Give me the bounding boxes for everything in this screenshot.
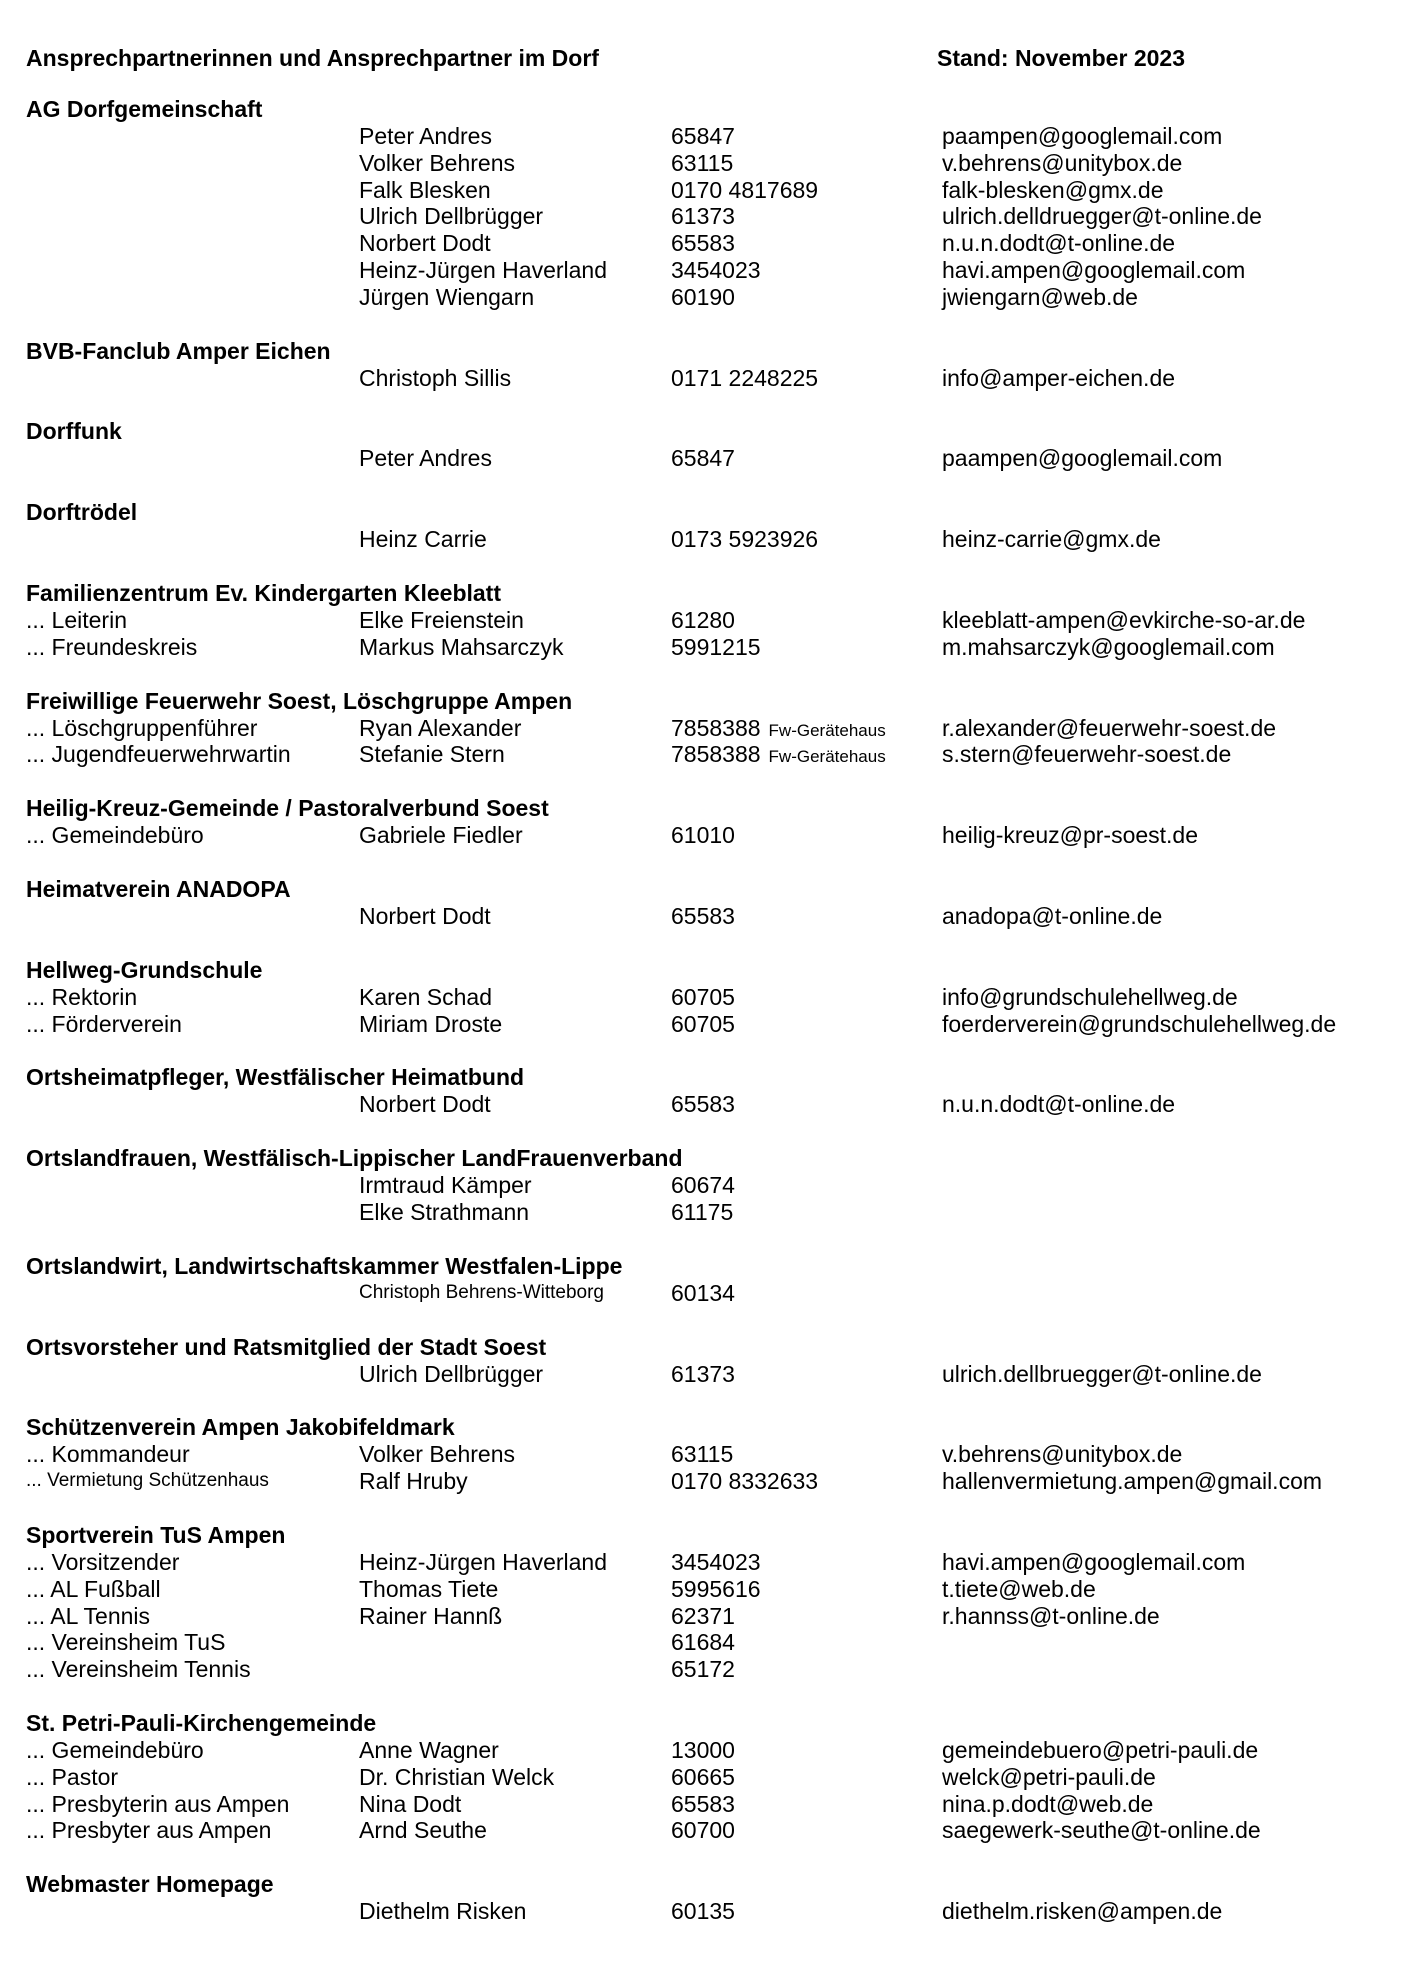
contact-row <box>26 1791 1396 1818</box>
contact-phone <box>671 1280 735 1307</box>
contact-name: Stefanie Stern <box>359 741 505 768</box>
contact-row <box>26 203 1396 230</box>
phone-number: 65847 <box>671 123 735 149</box>
contact-name: Karen Schad <box>359 983 492 1010</box>
contact-email[interactable]: info@amper-eichen.de <box>942 364 1176 391</box>
phone-number: 61684 <box>671 1629 735 1656</box>
phone-number: 65583 <box>671 1091 735 1118</box>
contact-row <box>26 1441 1396 1468</box>
contact-email[interactable]: jwiengarn@web.de <box>942 283 1138 310</box>
date-stamp: Stand: November 2023 <box>937 45 1185 71</box>
contact-email[interactable]: kleeblatt-ampen@evkirche-so-ar.de <box>942 606 1306 633</box>
contact-phone <box>671 634 761 661</box>
contact-role: ... Vereinsheim TuS <box>26 1629 226 1656</box>
phone-number: 60700 <box>671 1817 735 1844</box>
contact-section <box>26 1145 1396 1226</box>
contact-email[interactable]: heinz-carrie@gmx.de <box>942 526 1161 553</box>
contact-email[interactable]: n.u.n.dodt@t-online.de <box>942 230 1176 257</box>
contact-phone <box>671 257 761 284</box>
contact-section <box>26 1710 1396 1844</box>
contact-row <box>26 1011 1396 1038</box>
contact-email[interactable]: havi.ampen@googlemail.com <box>942 256 1246 283</box>
contact-row <box>26 1549 1396 1576</box>
contact-email[interactable]: r.hannss@t-online.de <box>942 1602 1160 1629</box>
contact-role: ... Jugendfeuerwehrwartin <box>26 741 291 768</box>
contact-role: ... Vermietung Schützenhaus <box>26 1470 269 1492</box>
contact-row <box>26 607 1396 634</box>
phone-number: 0171 2248225 <box>671 364 819 391</box>
section-title: Webmaster Homepage <box>26 1871 274 1898</box>
contact-name: Volker Behrens <box>359 149 515 176</box>
contact-row <box>26 1091 1396 1118</box>
contact-phone <box>671 822 735 849</box>
contact-role: ... Förderverein <box>26 1010 182 1037</box>
contact-name: Ralf Hruby <box>359 1468 468 1495</box>
section-title: BVB-Fanclub Amper Eichen <box>26 337 331 364</box>
contact-name: Norbert Dodt <box>359 230 491 257</box>
contact-row <box>26 1576 1396 1603</box>
contact-section <box>26 338 1396 392</box>
contact-phone <box>671 445 735 472</box>
phone-number: 63115 <box>671 149 734 176</box>
phone-number: 65583 <box>671 230 735 257</box>
phone-number: 61373 <box>671 1360 735 1387</box>
contact-phone <box>671 1549 761 1576</box>
contact-role: ... Gemeindebüro <box>26 822 204 849</box>
contact-row <box>26 1629 1396 1656</box>
contact-phone <box>671 526 818 553</box>
contact-section <box>26 96 1396 311</box>
contact-section <box>26 418 1396 472</box>
contact-phone <box>671 1091 735 1118</box>
contact-email[interactable]: anadopa@t-online.de <box>942 902 1163 929</box>
phone-number: 65847 <box>671 445 735 472</box>
contact-section <box>26 795 1396 849</box>
contact-role: ... AL Tennis <box>26 1602 151 1629</box>
section-title: Hellweg-Grundschule <box>26 956 263 983</box>
contact-role: ... Freundeskreis <box>26 633 198 660</box>
contact-row <box>26 1656 1396 1683</box>
contact-row <box>26 634 1396 661</box>
section-title: Familienzentrum Ev. Kindergarten Kleeblatt <box>26 579 502 606</box>
section-title: AG Dorfgemeinschaft <box>26 96 263 122</box>
contact-phone <box>671 123 735 150</box>
contact-phone <box>671 203 735 230</box>
contact-role: ... Pastor <box>26 1763 119 1790</box>
contact-section <box>26 1334 1396 1388</box>
contact-phone <box>671 1629 735 1656</box>
contact-phone <box>671 1576 761 1603</box>
phone-number: 3454023 <box>671 1548 761 1575</box>
contact-phone <box>671 1737 735 1764</box>
contact-role: ... Löschgruppenführer <box>26 714 258 741</box>
contact-row <box>26 984 1396 1011</box>
contact-phone <box>671 607 735 634</box>
contact-phone <box>671 230 735 257</box>
contact-name: Christoph Behrens-Witteborg <box>359 1281 604 1303</box>
contact-section <box>26 876 1396 930</box>
contact-email[interactable]: r.alexander@feuerwehr-soest.de <box>942 714 1277 741</box>
contact-phone <box>671 984 735 1011</box>
contact-email[interactable]: gemeindebuero@petri-pauli.de <box>942 1736 1259 1763</box>
contact-row <box>26 1280 1396 1307</box>
contact-phone <box>671 1764 735 1791</box>
contact-section <box>26 688 1396 769</box>
contact-email[interactable]: ulrich.dellbruegger@t-online.de <box>942 1360 1262 1387</box>
contact-phone <box>671 1361 735 1388</box>
contact-email[interactable]: ulrich.delldruegger@t-online.de <box>942 203 1262 230</box>
contact-name: Miriam Droste <box>359 1010 503 1037</box>
contact-email[interactable]: nina.p.dodt@web.de <box>942 1790 1154 1817</box>
phone-number: 60190 <box>671 283 735 310</box>
contact-row <box>26 1468 1396 1495</box>
phone-number: 61280 <box>671 606 735 633</box>
contact-name: Norbert Dodt <box>359 902 491 929</box>
contact-email[interactable]: v.behrens@unitybox.de <box>942 1441 1183 1468</box>
contact-name: Peter Andres <box>359 123 492 149</box>
phone-number: 60705 <box>671 983 735 1010</box>
section-title: Heilig-Kreuz-Gemeinde / Pastoralverbund Soest <box>26 795 549 822</box>
contact-section <box>26 1414 1396 1495</box>
contact-name: Anne Wagner <box>359 1736 499 1763</box>
contact-row <box>26 526 1396 553</box>
section-title: Dorftrödel <box>26 499 138 526</box>
contact-email[interactable]: saegewerk-seuthe@t-online.de <box>942 1817 1261 1844</box>
contact-name: Ulrich Dellbrügger <box>359 203 544 230</box>
contact-email[interactable]: diethelm.risken@ampen.de <box>942 1898 1223 1925</box>
phone-number: 5991215 <box>671 633 761 660</box>
contact-email[interactable]: m.mahsarczyk@googlemail.com <box>942 633 1275 660</box>
contact-name: Elke Strathmann <box>359 1198 530 1225</box>
contact-row <box>26 1898 1396 1925</box>
phone-number: 5995616 <box>671 1575 761 1602</box>
contact-section <box>26 1253 1396 1307</box>
contact-role: ... Vorsitzender <box>26 1548 180 1575</box>
contact-email[interactable]: havi.ampen@googlemail.com <box>942 1548 1246 1575</box>
phone-number: 60674 <box>671 1172 735 1199</box>
document-header <box>26 44 1396 72</box>
contact-row <box>26 1172 1396 1199</box>
contact-email[interactable]: s.stern@feuerwehr-soest.de <box>942 741 1232 768</box>
page-title: Ansprechpartnerinnen und Ansprechpartner im Dorf <box>26 45 599 71</box>
contact-name: Christoph Sillis <box>359 364 512 391</box>
contact-phone <box>671 1441 733 1468</box>
contact-name: Falk Blesken <box>359 176 491 203</box>
phone-number: 65583 <box>671 1790 735 1817</box>
section-title: St. Petri-Pauli-Kirchengemeinde <box>26 1709 377 1736</box>
contact-section <box>26 499 1396 553</box>
contact-row <box>26 150 1396 177</box>
contact-phone <box>671 1172 735 1199</box>
contact-phone <box>671 1199 733 1226</box>
contact-row <box>26 903 1396 930</box>
contact-row <box>26 230 1396 257</box>
contact-phone <box>671 365 818 392</box>
phone-number: 65172 <box>671 1656 735 1683</box>
contact-email[interactable]: welck@petri-pauli.de <box>942 1763 1156 1790</box>
contact-row <box>26 1603 1396 1630</box>
section-title: Schützenverein Ampen Jakobifeldmark <box>26 1414 455 1441</box>
phone-number: 60665 <box>671 1763 735 1790</box>
contact-name: Irmtraud Kämper <box>359 1172 532 1199</box>
contact-role: ... Vereinsheim Tennis <box>26 1656 251 1683</box>
contact-name: Ryan Alexander <box>359 714 522 741</box>
phone-number: 61175 <box>671 1198 734 1225</box>
contact-role: ... AL Fußball <box>26 1575 161 1602</box>
section-title: Ortslandfrauen, Westfälisch-Lippischer LandFrauenverband <box>26 1145 683 1172</box>
contact-name: Peter Andres <box>359 445 492 472</box>
contact-row <box>26 741 1396 768</box>
contact-name: Elke Freienstein <box>359 606 524 633</box>
contact-phone <box>671 177 818 204</box>
contact-name: Rainer Hannß <box>359 1602 503 1629</box>
phone-number: 7858388 <box>671 741 761 768</box>
contact-section <box>26 580 1396 661</box>
phone-number: 0173 5923926 <box>671 526 819 553</box>
contact-role: ... Leiterin <box>26 606 127 633</box>
contact-name: Diethelm Risken <box>359 1898 527 1925</box>
phone-number: 63115 <box>671 1441 734 1468</box>
phone-number: 3454023 <box>671 256 761 283</box>
contact-email[interactable]: paampen@googlemail.com <box>942 445 1223 472</box>
contact-role: ... Gemeindebüro <box>26 1736 204 1763</box>
contact-section <box>26 1064 1396 1118</box>
phone-number: 62371 <box>671 1602 735 1629</box>
contact-row <box>26 365 1396 392</box>
contact-row <box>26 1764 1396 1791</box>
contact-email[interactable]: info@grundschulehellweg.de <box>942 983 1238 1010</box>
phone-number: 0170 8332633 <box>671 1468 819 1495</box>
contact-email[interactable]: falk-blesken@gmx.de <box>942 176 1164 203</box>
contact-row <box>26 123 1396 150</box>
contact-sections <box>26 96 1396 1952</box>
contact-phone <box>671 1817 735 1844</box>
contact-section <box>26 1522 1396 1683</box>
contact-role: ... Kommandeur <box>26 1441 190 1468</box>
contact-name: Jürgen Wiengarn <box>359 283 535 310</box>
contact-email[interactable]: hallenvermietung.ampen@gmail.com <box>942 1468 1323 1495</box>
contact-row <box>26 822 1396 849</box>
contact-email[interactable]: n.u.n.dodt@t-online.de <box>942 1091 1176 1118</box>
contact-row <box>26 257 1396 284</box>
contact-role: ... Presbyterin aus Ampen <box>26 1790 290 1817</box>
contact-name: Heinz Carrie <box>359 526 487 553</box>
contact-email[interactable]: foerderverein@grundschulehellweg.de <box>942 1010 1337 1037</box>
contact-row <box>26 1199 1396 1226</box>
section-title: Sportverein TuS Ampen <box>26 1521 286 1548</box>
contact-phone <box>671 1468 818 1495</box>
contact-role: ... Presbyter aus Ampen <box>26 1817 272 1844</box>
contact-phone <box>671 1791 735 1818</box>
contact-phone <box>671 1603 735 1630</box>
contact-row <box>26 1361 1396 1388</box>
section-title: Freiwillige Feuerwehr Soest, Löschgruppe Ampen <box>26 687 573 714</box>
contact-email[interactable]: v.behrens@unitybox.de <box>942 149 1183 176</box>
contact-name: Heinz-Jürgen Haverland <box>359 256 608 283</box>
contact-name: Heinz-Jürgen Haverland <box>359 1548 608 1575</box>
section-title: Dorffunk <box>26 418 122 445</box>
contact-name: Arnd Seuthe <box>359 1817 487 1844</box>
contact-name: Thomas Tiete <box>359 1575 499 1602</box>
contact-email[interactable]: t.tiete@web.de <box>942 1575 1096 1602</box>
contact-row <box>26 1817 1396 1844</box>
section-title: Ortsheimatpfleger, Westfälischer Heimatbund <box>26 1064 525 1091</box>
phone-note: Fw-Gerätehaus <box>768 747 886 767</box>
contact-section <box>26 957 1396 1038</box>
contact-phone <box>671 741 886 771</box>
phone-number: 61010 <box>671 822 735 849</box>
contact-phone <box>671 1656 735 1683</box>
contact-name: Nina Dodt <box>359 1790 462 1817</box>
contact-section <box>26 1871 1396 1925</box>
phone-note: Fw-Gerätehaus <box>768 720 886 740</box>
contact-name: Ulrich Dellbrügger <box>359 1360 544 1387</box>
contact-phone <box>671 1011 735 1038</box>
phone-number: 60705 <box>671 1010 735 1037</box>
contact-phone <box>671 715 886 745</box>
phone-number: 60134 <box>671 1279 735 1306</box>
contact-row <box>26 1737 1396 1764</box>
contact-row <box>26 445 1396 472</box>
phone-number: 65583 <box>671 902 735 929</box>
section-title: Heimatverein ANADOPA <box>26 875 291 902</box>
section-title: Ortslandwirt, Landwirtschaftskammer Westfalen-Lippe <box>26 1252 623 1279</box>
phone-number: 60135 <box>671 1898 735 1925</box>
contact-phone <box>671 1898 735 1925</box>
phone-number: 7858388 <box>671 714 761 741</box>
contact-name: Markus Mahsarczyk <box>359 633 564 660</box>
contact-email[interactable]: heilig-kreuz@pr-soest.de <box>942 822 1199 849</box>
contact-role: ... Rektorin <box>26 983 138 1010</box>
section-title: Ortsvorsteher und Ratsmitglied der Stadt Soest <box>26 1333 547 1360</box>
phone-number: 61373 <box>671 203 735 230</box>
contact-row <box>26 177 1396 204</box>
contact-name: Dr. Christian Welck <box>359 1763 555 1790</box>
contact-phone <box>671 150 733 177</box>
contact-name: Gabriele Fiedler <box>359 822 523 849</box>
contact-row <box>26 715 1396 742</box>
phone-number: 13000 <box>671 1736 735 1763</box>
contact-phone <box>671 284 735 311</box>
phone-number: 0170 4817689 <box>671 176 819 203</box>
contact-email[interactable]: paampen@googlemail.com <box>942 123 1223 149</box>
contact-row <box>26 284 1396 311</box>
contact-name: Volker Behrens <box>359 1441 515 1468</box>
contact-name: Norbert Dodt <box>359 1091 491 1118</box>
contact-phone <box>671 903 735 930</box>
